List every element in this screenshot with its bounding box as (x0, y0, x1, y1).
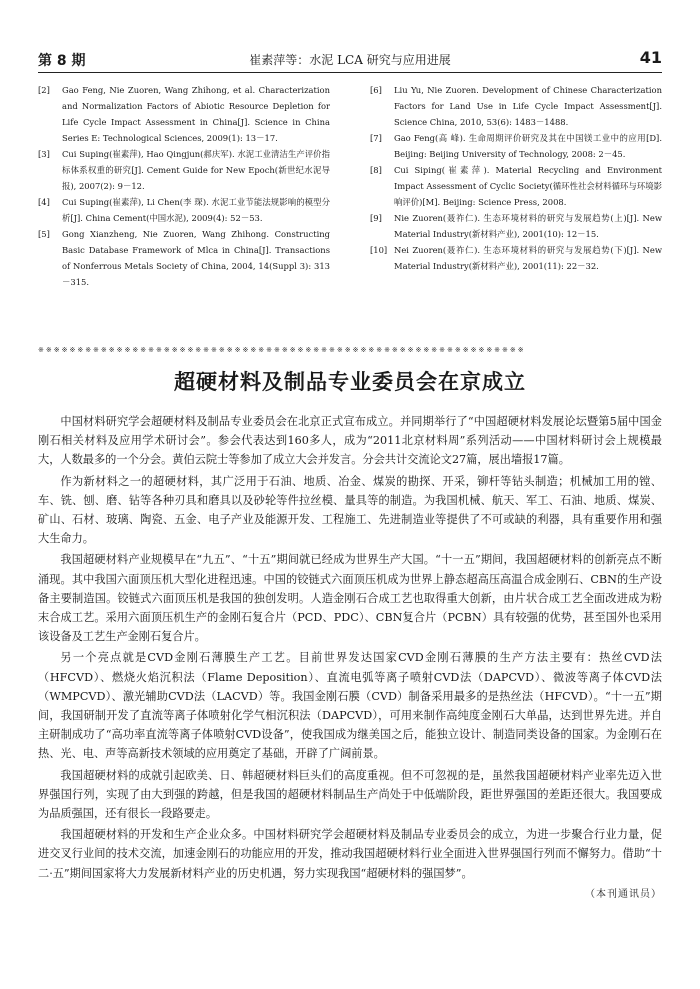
article-paragraph: 中国材料研究学会超硬材料及制品专业委员会在北京正式宣布成立。并同期举行了“中国超硬材料发展论坛暨第5届中国金刚石相关材料及应用学术研讨会”。参会代表达到160多人，成为“2011北京材料周”系列活动——中国材料研讨会上规模最大，人数最多的一个分会。黄伯云院士等参加了成立大会并发言。分会共计交流论文27篇，展出墙报17篇。 (38, 415, 662, 467)
reference-item: [5] Gong Xianzheng, Nie Zuoren, Wang Zhihong. Constructing Basic Database Framework of Mlca in China[J]. Transactions of Nonferrous Metals Society of China, 2004, 14(Suppl 3): 313－315. (38, 229, 330, 287)
issue-number: 第 8 期 (38, 53, 86, 69)
reference-column-right (370, 82, 662, 274)
news-article (38, 366, 662, 900)
reference-item: [7] Gao Feng(高 峰). 生命周期评价研究及其在中国镁工业中的应用[D]. Beijing: Beijing University of Technology, 2008: 2－45. (370, 133, 662, 159)
article-paragraph: 我国超硬材料的开发和生产企业众多。中国材料研究学会超硬材料及制品专业委员会的成立，为进一步聚合行业力量，促进交叉行业间的技术交流，加速金刚石的功能应用的开发，推动我国超硬材料行业全面进入世界强国行列而不懈努力。借助“十二·五”期间国家将大力发展新材料产业的历史机遇，努力实现我国“超硬材料的强国梦”。 (38, 828, 662, 880)
reference-item: [2] Gao Feng, Nie Zuoren, Wang Zhihong, et al. Characterization and Normalization Factors of Abiotic Resource Depletion for Life Cycle Impact Assessment in China[J]. Science in China Series E: Technological Sciences, 2009(1): 13－17. (38, 85, 330, 143)
article-paragraph: 另一个亮点就是CVD金刚石薄膜生产工艺。目前世界发达国家CVD金刚石薄膜的生产方法主要有：热丝CVD法（HFCVD）、燃烧火焰沉积法（Flame Deposition）、直流电弧等离子喷射CVD法（DAPCVD）、微波等离子体CVD法（WMPCVD）、激光辅助CVD法（LACVD）等。我国金刚石膜（CVD）制备采用最多的是热丝法（HFCVD）。“十一五”期间，我国研制开发了直流等离子体喷射化学气相沉积法（DAPCVD），可用来制作高纯度金刚石大单晶，达到世界先进。并自主研制成功了“高功率直流等离子体喷射CVD设备”，使我国成为继美国之后，能独立设计、制造同类设备的国家。为金刚石在热、光、电、声等高新技术领域的应用奠定了基础，开辟了广阔前景。 (38, 651, 662, 761)
reference-item: [9] Nie Zuoren(聂祚仁). 生态环境材料的研究与发展趋势(上)[J]. New Material Industry(新材料产业), 2001(10): 12－15. (370, 213, 662, 239)
page-number: 41 (639, 48, 662, 67)
reference-item: [4] Cui Suping(崔素萍), Li Chen(李 琛). 水泥工业节能法规影响的模型分析[J]. China Cement(中国水泥), 2009(4): 52－53. (38, 197, 330, 223)
article-title: 超硬材料及制品专业委员会在京成立 (174, 370, 526, 394)
article-paragraph: 我国超硬材料产业规模早在“九五”、“十五”期间就已经成为世界生产大国。“十一五”期间，我国超硬材料的创新亮点不断涌现。其中我国六面顶压机大型化进程迅速。中国的铰链式六面顶压机成为世界上静态超高压高温合成金刚石、CBN的生产设备主要制造国。铰链式六面顶压机是我国的独创发明。人造金刚石合成工艺也取得重大创新，由片状合成工艺全面改进成为粉末合成工艺。采用六面顶压机生产的金刚石复合片（PCD、PDC）、CBN复合片（PCBN）具有较强的优势，甚至国外也采用该设备及工艺生产金刚石复合片。 (38, 553, 662, 644)
page-header (38, 48, 662, 73)
ornamental-divider: ※※※※※※※※※※※※※※※※※※※※※※※※※※※※※※※※※※※※※※※※※※※※※※※※※※※※※※※※※※※※※※ (38, 346, 526, 354)
reference-item: [3] Cui Suping(崔素萍), Hao Qingjun(郝庆军). 水泥工业清洁生产评价指标体系权重的研究[J]. Cement Guide for New Epoch(新世纪水泥导报), 2007(2): 9－12. (38, 149, 330, 191)
reference-item: [10] Nei Zuoren(聂祚仁). 生态环境材料的研究与发展趋势(下)[J]. New Material Industry(新材料产业), 2001(11): 22－32. (370, 245, 662, 271)
article-paragraph: 作为新材料之一的超硬材料，其广泛用于石油、地质、冶金、煤炭的勘探、开采，铆杆等钻头制造；机械加工用的镗、车、铣、刨、磨、钻等各种刃具和磨具以及砂轮等件拉丝模、量具等的制造。为我国机械、航天、军工、石油、地质、煤炭、矿山、石材、玻璃、陶瓷、五金、电子产业及能源开发、工程施工、先进制造业等提供了不可或缺的利器，具有重要作用和强大生命力。 (38, 474, 662, 546)
reference-list (38, 82, 662, 337)
article-source: （本刊通讯员） (585, 888, 662, 900)
running-title: 崔素萍等：水泥 LCA 研究与应用进展 (249, 53, 451, 67)
article-paragraph: 我国超硬材料的成就引起欧美、日、韩超硬材料巨头们的高度重视。但不可忽视的是，虽然我国超硬材料产业率先迈入世界强国行列，实现了由大到强的跨越，但是我国的超硬材料制品生产尚处于中低端阶段，距世界强国的差距还很大。我国要成为品质强国，还有很长一段路要走。 (38, 768, 662, 821)
reference-item: [8] Cui Siping(崔素萍). Material Recycling and Environment Impact Assessment of Cyclic Society(循环性社会材料循环与环境影响评价)[M]. Beijing: Science Press, 2008. (370, 165, 662, 207)
reference-column-left (38, 82, 330, 290)
reference-item: [6] Liu Yu, Nie Zuoren. Development of Chinese Characterization Factors for Land Use in Life Cycle Impact Assessment[J]. Science China, 2010, 53(6): 1483－1488. (370, 85, 662, 127)
